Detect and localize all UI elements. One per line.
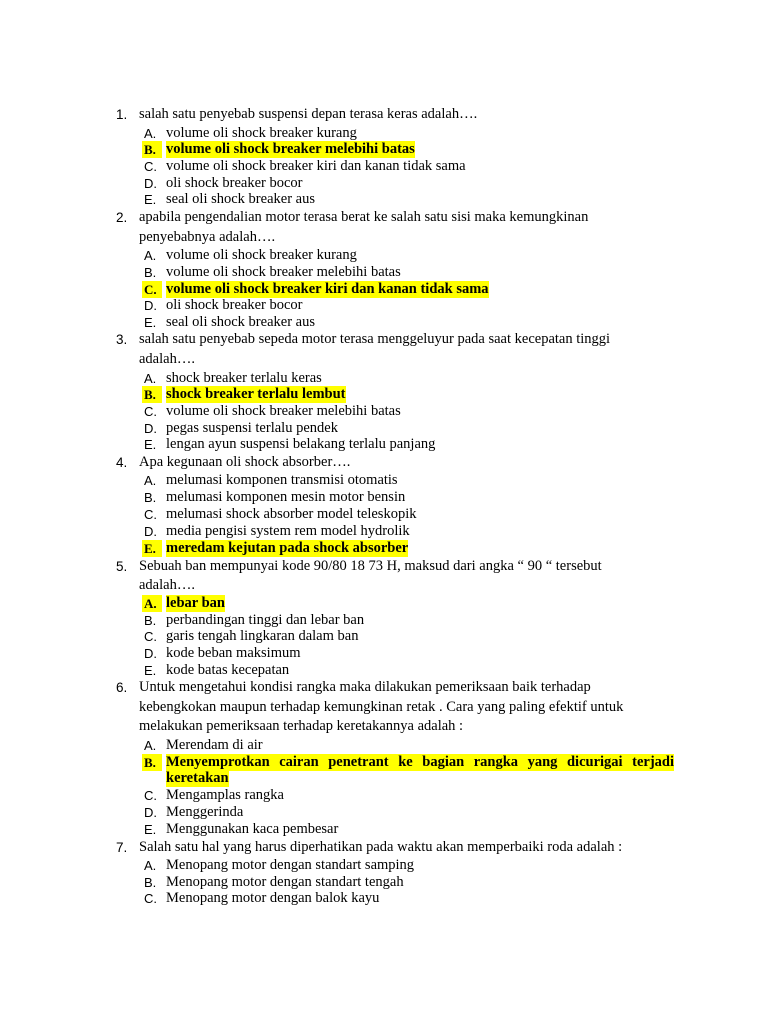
option <box>0 297 768 314</box>
question-number: 4. <box>116 455 128 470</box>
option <box>0 191 768 208</box>
option-letter: C. <box>144 507 157 522</box>
option-text: Menopang motor dengan balok kayu <box>166 890 380 906</box>
option-answer <box>0 386 768 403</box>
option-text: lebar ban <box>166 595 225 611</box>
option-letter: B. <box>142 754 162 771</box>
option <box>0 857 768 874</box>
option-text: volume oli shock breaker kurang <box>166 247 357 263</box>
option-letter: B. <box>144 613 157 628</box>
option-text: shock breaker terlalu lembut <box>166 386 346 402</box>
option <box>0 506 768 523</box>
question-text-line: apabila pengendalian motor terasa berat ke salah satu sisi maka kemungkinan <box>139 209 589 225</box>
question-text-line: adalah…. <box>139 351 195 367</box>
option <box>0 612 768 629</box>
option <box>0 264 768 281</box>
option-text: oli shock breaker bocor <box>166 297 303 313</box>
option <box>0 645 768 662</box>
option <box>0 523 768 540</box>
option-letter: A. <box>144 858 157 873</box>
option-text: perbandingan tinggi dan lebar ban <box>166 612 365 628</box>
option-letter: B. <box>144 490 157 505</box>
option <box>0 403 768 420</box>
option-text: volume oli shock breaker kurang <box>166 125 357 141</box>
option-text: seal oli shock breaker aus <box>166 191 315 207</box>
option-answer <box>0 595 768 612</box>
question-number: 3. <box>116 332 128 347</box>
option-letter: E. <box>144 663 157 678</box>
option-letter: A. <box>142 595 162 612</box>
option-answer <box>0 754 768 771</box>
option-letter: A. <box>144 371 157 386</box>
option <box>0 662 768 679</box>
option <box>0 737 768 754</box>
option-answer <box>0 540 768 557</box>
question-text-line: kebengkokan maupun terhadap kemungkinan retak . Cara yang paling efektif untuk <box>139 699 624 715</box>
option-text: melumasi komponen transmisi otomatis <box>166 472 398 488</box>
option-text: media pengisi system rem model hydrolik <box>166 523 410 539</box>
option-letter: E. <box>142 540 162 557</box>
question-number: 7. <box>116 840 128 855</box>
option <box>0 628 768 645</box>
option-letter: C. <box>142 281 162 298</box>
option-letter: B. <box>142 386 162 403</box>
option-text: volume oli shock breaker kiri dan kanan tidak sama <box>166 281 489 297</box>
option-letter: C. <box>144 891 157 906</box>
question-text: Salah satu hal yang harus diperhatikan pada waktu akan memperbaiki roda adalah : <box>139 839 623 855</box>
option-letter: E. <box>144 315 157 330</box>
option-text: volume oli shock breaker melebihi batas <box>166 141 415 157</box>
option-answer <box>0 281 768 298</box>
option <box>0 247 768 264</box>
question-number: 1. <box>116 107 128 122</box>
option-letter: C. <box>144 404 157 419</box>
option-text: Menopang motor dengan standart tengah <box>166 874 404 890</box>
option <box>0 874 768 891</box>
option-text: Menggunakan kaca pembesar <box>166 821 339 837</box>
option <box>0 314 768 331</box>
option-text: Merendam di air <box>166 737 263 753</box>
option <box>0 890 768 907</box>
option-letter: B. <box>144 265 157 280</box>
option <box>0 436 768 453</box>
option-text: Menggerinda <box>166 804 244 820</box>
option-text: garis tengah lingkaran dalam ban <box>166 628 359 644</box>
option <box>0 370 768 387</box>
option-text: seal oli shock breaker aus <box>166 314 315 330</box>
option-text: kode beban maksimum <box>166 645 301 661</box>
option-answer-continued <box>0 770 768 787</box>
option-text: oli shock breaker bocor <box>166 175 303 191</box>
question-number: 6. <box>116 680 128 695</box>
option-letter: E. <box>144 192 157 207</box>
option-letter: E. <box>144 822 157 837</box>
option-text: meredam kejutan pada shock absorber <box>166 540 409 556</box>
option <box>0 787 768 804</box>
question-text-line: Sebuah ban mempunyai kode 90/80 18 73 H, maksud dari angka “ 90 “ tersebut <box>139 558 602 574</box>
option-letter: B. <box>142 141 162 158</box>
option-letter: D. <box>144 421 157 436</box>
option-text-line: keretakan <box>166 770 229 786</box>
option <box>0 125 768 142</box>
option-text-line: Menyemprotkan cairan penetrant ke bagian rangka yang dicurigai terjadi <box>166 754 674 770</box>
question-text: Apa kegunaan oli shock absorber…. <box>139 454 351 470</box>
option-text: melumasi shock absorber model teleskopik <box>166 506 417 522</box>
option-letter: C. <box>144 629 157 644</box>
option <box>0 420 768 437</box>
question-text-line: Untuk mengetahui kondisi rangka maka dilakukan pemeriksaan baik terhadap <box>139 679 591 695</box>
question-text: salah satu penyebab suspensi depan terasa keras adalah…. <box>139 106 478 122</box>
option-text: kode batas kecepatan <box>166 662 290 678</box>
option <box>0 472 768 489</box>
option <box>0 821 768 838</box>
option-letter: C. <box>144 788 157 803</box>
option-text: Menopang motor dengan standart samping <box>166 857 415 873</box>
option-text: pegas suspensi terlalu pendek <box>166 420 338 436</box>
question-text-line: penyebabnya adalah…. <box>139 229 276 245</box>
option-letter: A. <box>144 248 157 263</box>
question-text-line: melakukan pemeriksaan terhadap keretakannya adalah : <box>139 718 464 734</box>
option-text: lengan ayun suspensi belakang terlalu panjang <box>166 436 436 452</box>
question-text-line: adalah…. <box>139 577 195 593</box>
option <box>0 175 768 192</box>
option-letter: A. <box>144 738 157 753</box>
option-text: volume oli shock breaker melebihi batas <box>166 264 401 280</box>
question-text-line: salah satu penyebab sepeda motor terasa menggeluyur pada saat kecepatan tinggi <box>139 331 611 347</box>
option-text: volume oli shock breaker melebihi batas <box>166 403 401 419</box>
option <box>0 158 768 175</box>
option-letter: D. <box>144 805 157 820</box>
option-letter: A. <box>144 126 157 141</box>
option-text: volume oli shock breaker kiri dan kanan tidak sama <box>166 158 466 174</box>
option <box>0 804 768 821</box>
option-letter: C. <box>144 159 157 174</box>
option-letter: D. <box>144 176 157 191</box>
option-text: melumasi komponen mesin motor bensin <box>166 489 406 505</box>
option-letter: B. <box>144 875 157 890</box>
option-letter: E. <box>144 437 157 452</box>
question-number: 5. <box>116 559 128 574</box>
option-text: Mengamplas rangka <box>166 787 284 803</box>
option-text: shock breaker terlalu keras <box>166 370 322 386</box>
option-letter: D. <box>144 298 157 313</box>
option-answer <box>0 141 768 158</box>
option-letter: A. <box>144 473 157 488</box>
question-number: 2. <box>116 210 128 225</box>
option-letter: D. <box>144 524 157 539</box>
option-letter: D. <box>144 646 157 661</box>
option <box>0 489 768 506</box>
